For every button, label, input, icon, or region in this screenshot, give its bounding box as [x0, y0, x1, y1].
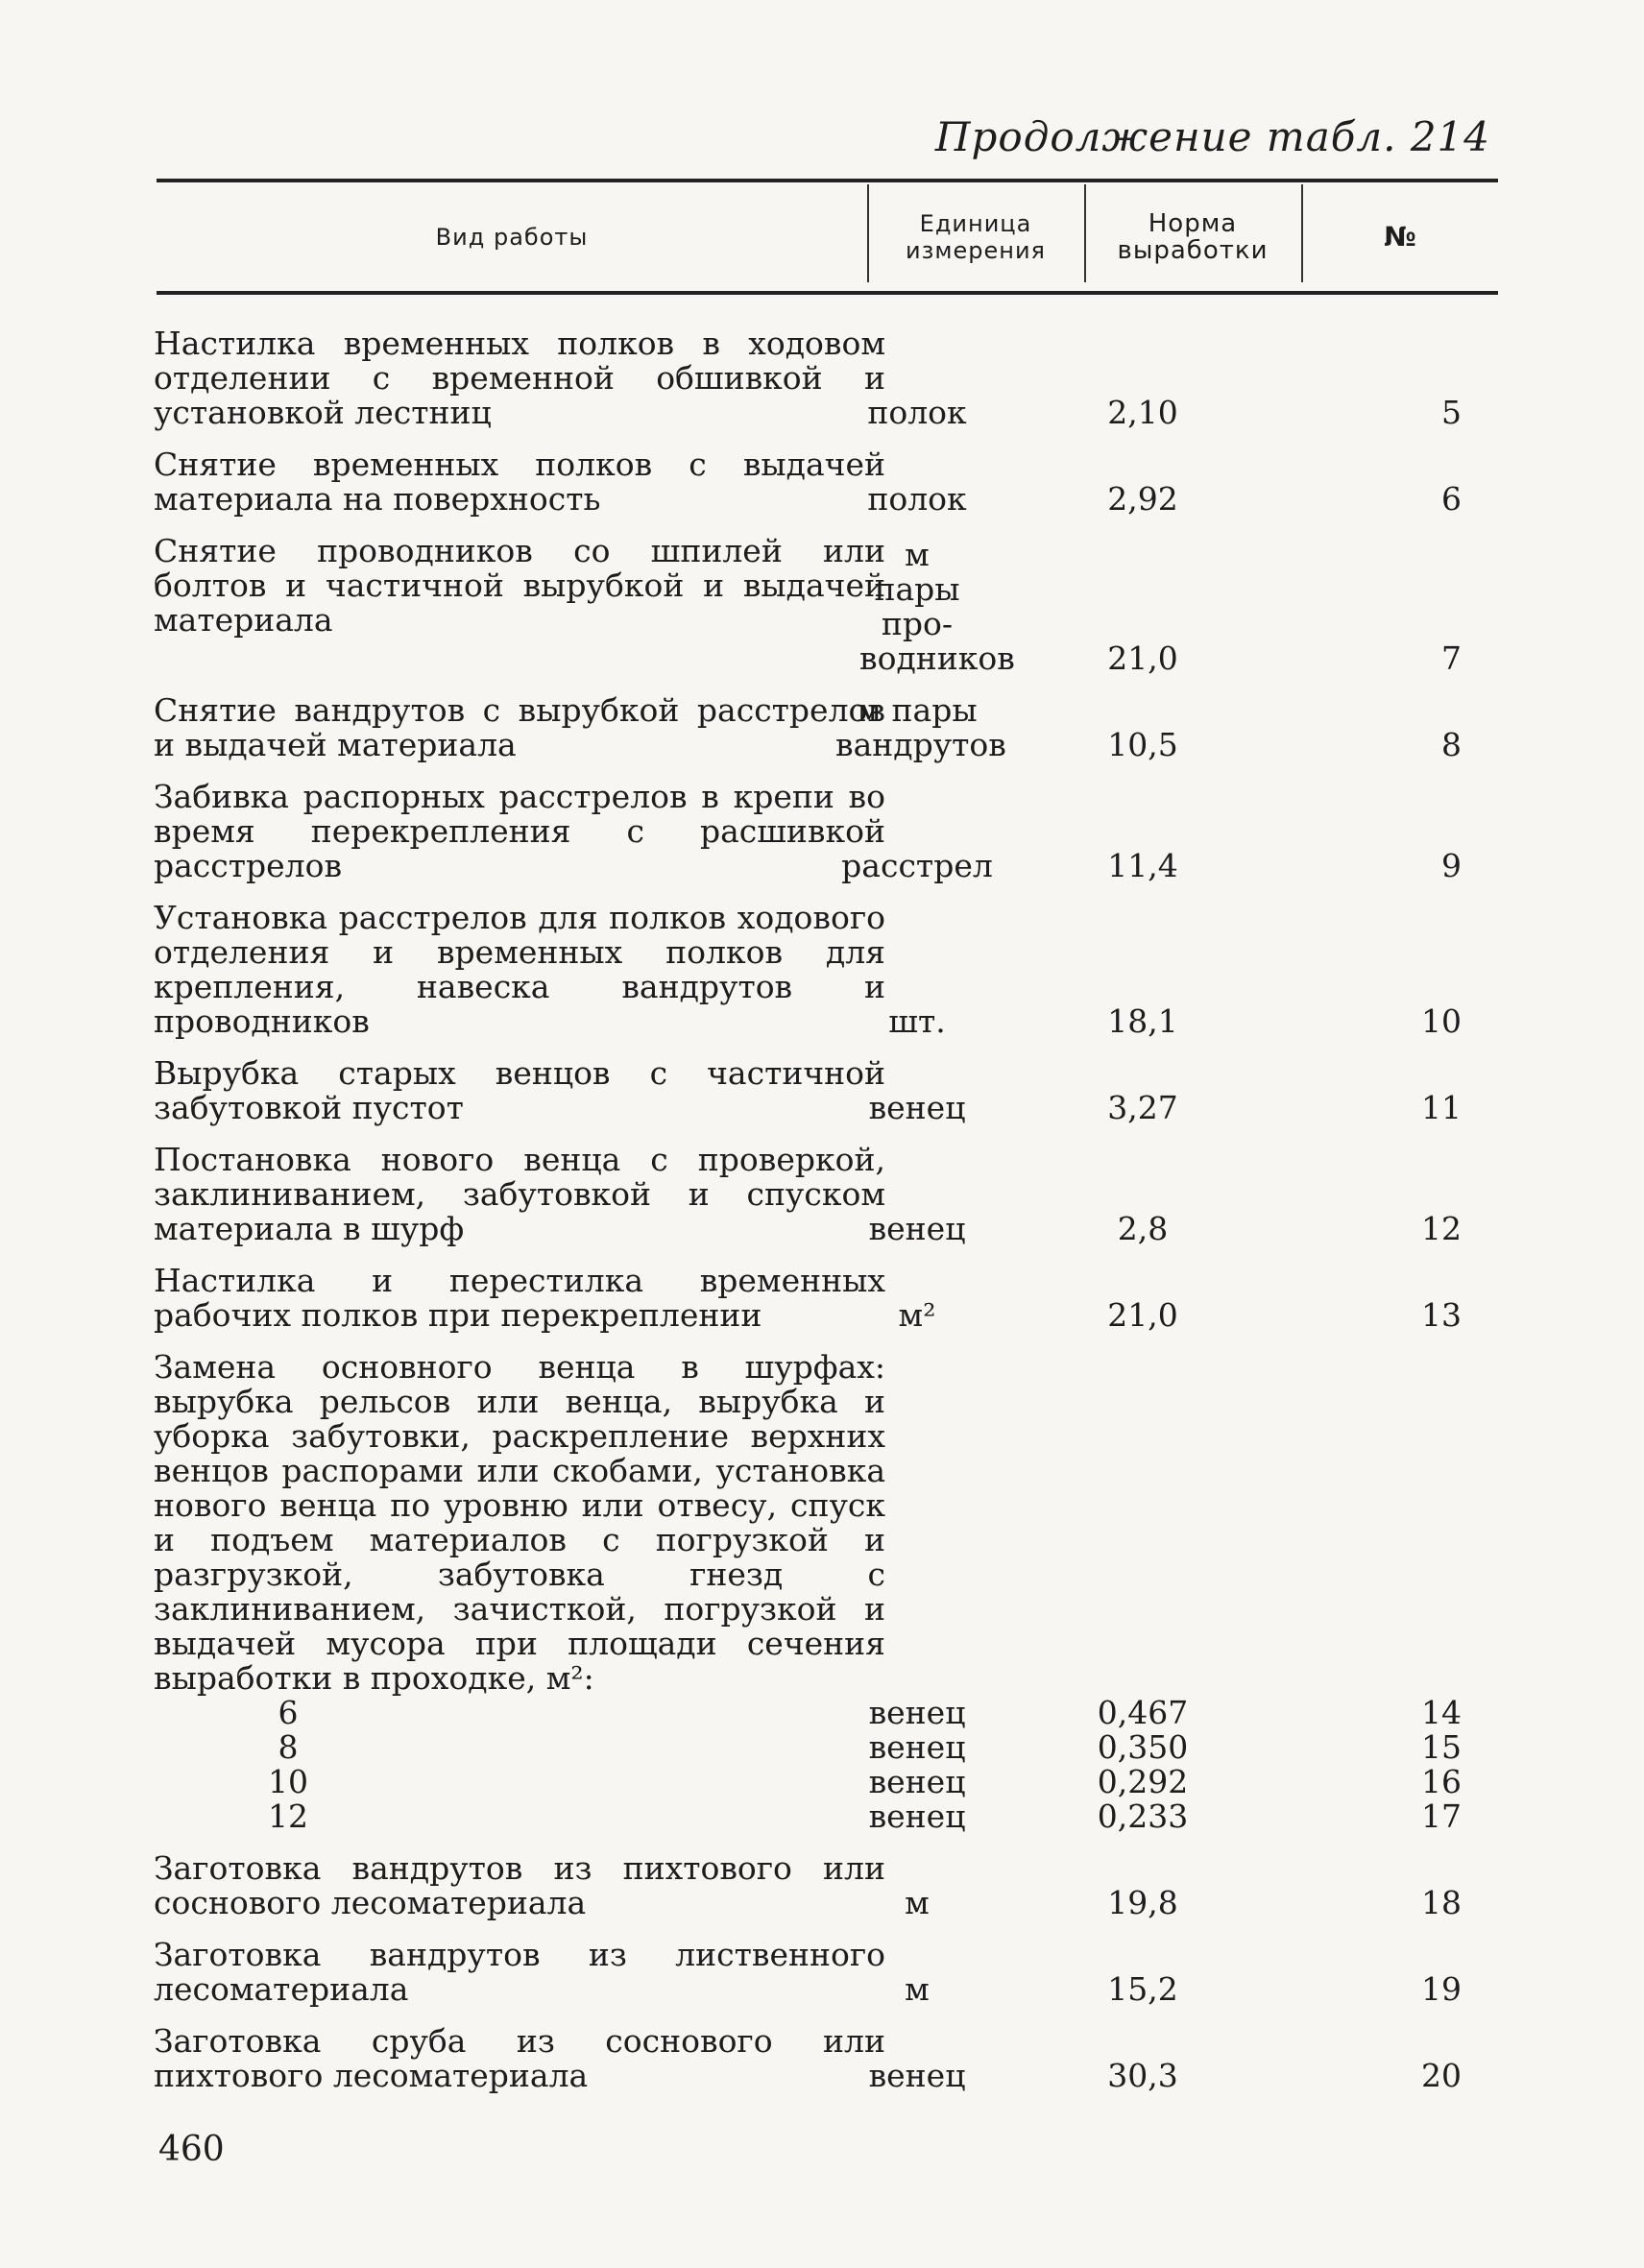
- row-number: 20: [1421, 2057, 1462, 2094]
- header-work-type: Вид работы: [435, 223, 589, 251]
- table-row: [154, 901, 1498, 1039]
- row-norm: 2,10: [1107, 394, 1178, 431]
- row-work: Вырубка старых венцов с частичной забутовкой пустот: [154, 1054, 885, 1126]
- subrow-size: 12: [268, 1798, 308, 1835]
- row-unit: м пары про- водников: [859, 536, 1015, 677]
- header-norm: Норма выработки: [1117, 208, 1269, 265]
- row-unit: венец: [868, 2057, 966, 2094]
- page-number: 460: [158, 2130, 225, 2169]
- row-number: 5: [1441, 394, 1462, 431]
- row-work: Снятие вандрутов с вырубкой расстрелов и выдачей материала: [154, 691, 885, 763]
- table-subrow: [154, 1696, 1498, 1730]
- row-norm: 0,467: [1097, 1694, 1189, 1731]
- row-unit: полок: [867, 394, 967, 431]
- row-unit: венец: [868, 1694, 966, 1731]
- row-norm: 10,5: [1107, 726, 1178, 763]
- row-unit: венец: [868, 1798, 966, 1835]
- header-unit: Единица измерения: [906, 209, 1046, 264]
- table-row: [154, 1056, 1498, 1125]
- row-unit: венец: [868, 1763, 966, 1800]
- table-row: [154, 447, 1498, 517]
- row-number: 7: [1441, 639, 1462, 677]
- row-work: Настилка временных полков в ходовом отделении с временной обшивкой и установкой лестниц: [154, 325, 885, 431]
- row-number: 19: [1421, 1970, 1462, 2008]
- subrow-size: 8: [278, 1728, 299, 1766]
- row-work: Постановка нового венца с проверкой, заклиниванием, забутовкой и спуском материала в шурф: [154, 1141, 885, 1247]
- row-work: Замена основного венца в шурфах: вырубка рельсов или венца, вырубка и уборка забутовки, раскрепление верхних венцов распорами или скобами, установка нового венца по уровню или отвесу, спуск и подъем материалов с погрузкой и разгрузкой, забутовка гнезд с заклиниванием, зачисткой, погрузкой и выдачей мусора при площади сечения выработки в проходке, м²:: [154, 1348, 885, 1697]
- row-unit: шт.: [888, 1002, 946, 1040]
- row-norm: 0,350: [1097, 1728, 1189, 1766]
- row-unit: полок: [867, 480, 967, 518]
- subrow-size: 10: [268, 1763, 308, 1800]
- row-number: 15: [1421, 1728, 1462, 1766]
- row-number: 16: [1421, 1763, 1462, 1800]
- row-number: 6: [1441, 480, 1462, 518]
- row-unit: м пары вандрутов: [835, 691, 1006, 763]
- row-number: 14: [1421, 1694, 1462, 1731]
- row-number: 12: [1421, 1210, 1462, 1247]
- row-unit: расстрел: [841, 847, 993, 884]
- row-work: Заготовка вандрутов из пихтового или соснового лесоматериала: [154, 1849, 885, 1921]
- row-unit: венец: [868, 1728, 966, 1766]
- row-norm: 0,233: [1097, 1798, 1189, 1835]
- table-row: [154, 1143, 1498, 1246]
- row-unit: м: [905, 1970, 930, 2008]
- table-row: [154, 2024, 1498, 2093]
- row-work: Установка расстрелов для полков ходового отделения и временных полков для крепления, навеска вандрутов и проводников: [154, 899, 885, 1040]
- row-work: Снятие проводников со шпилей или болтов и частичной вырубкой и выдачей материала: [154, 532, 885, 639]
- row-norm: 21,0: [1107, 639, 1178, 677]
- row-unit: венец: [868, 1089, 966, 1126]
- row-unit: м²: [898, 1296, 936, 1334]
- row-number: 17: [1421, 1798, 1462, 1835]
- row-work: Заготовка вандрутов из лиственного лесоматериала: [154, 1936, 885, 2008]
- row-work: Настилка и перестилка временных рабочих полков при перекреплении: [154, 1262, 885, 1334]
- header-number: №: [1384, 220, 1417, 253]
- table-row: [154, 1851, 1498, 1920]
- table-row: [154, 534, 1498, 676]
- row-norm: 3,27: [1107, 1089, 1178, 1126]
- table-row: [154, 693, 1498, 762]
- table-row-group: [154, 1350, 1498, 1696]
- row-norm: 21,0: [1107, 1296, 1178, 1334]
- row-norm: 15,2: [1107, 1970, 1178, 2008]
- table-subrow: [154, 1799, 1498, 1834]
- row-number: 9: [1441, 847, 1462, 884]
- table-row: [154, 1264, 1498, 1333]
- table-subrow: [154, 1730, 1498, 1765]
- row-number: 8: [1441, 726, 1462, 763]
- table-row: [154, 780, 1498, 883]
- table-body: [154, 326, 1498, 2111]
- table-subrow: [154, 1765, 1498, 1799]
- row-norm: 30,3: [1107, 2057, 1178, 2094]
- table-row: [154, 326, 1498, 430]
- row-norm: 19,8: [1107, 1884, 1178, 1921]
- row-norm: 2,8: [1117, 1210, 1169, 1247]
- row-unit: м: [905, 1884, 930, 1921]
- table-caption: Продолжение табл. 214: [934, 113, 1490, 160]
- row-number: 18: [1421, 1884, 1462, 1921]
- table-row: [154, 1938, 1498, 2007]
- row-norm: 11,4: [1107, 847, 1178, 884]
- row-norm: 18,1: [1107, 1002, 1178, 1040]
- row-work: Заготовка сруба из соснового или пихтового лесоматериала: [154, 2022, 885, 2094]
- subrow-size: 6: [278, 1694, 299, 1731]
- row-number: 10: [1421, 1002, 1462, 1040]
- row-work: Забивка распорных расстрелов в крепи во время перекрепления с расшивкой расстрелов: [154, 778, 885, 884]
- row-norm: 2,92: [1107, 480, 1178, 518]
- row-norm: 0,292: [1097, 1763, 1189, 1800]
- row-number: 13: [1421, 1296, 1462, 1334]
- row-work: Снятие временных полков с выдачей материала на поверхность: [154, 446, 885, 518]
- table-header-rule: [157, 291, 1498, 295]
- row-number: 11: [1421, 1089, 1462, 1126]
- row-unit: венец: [868, 1210, 966, 1247]
